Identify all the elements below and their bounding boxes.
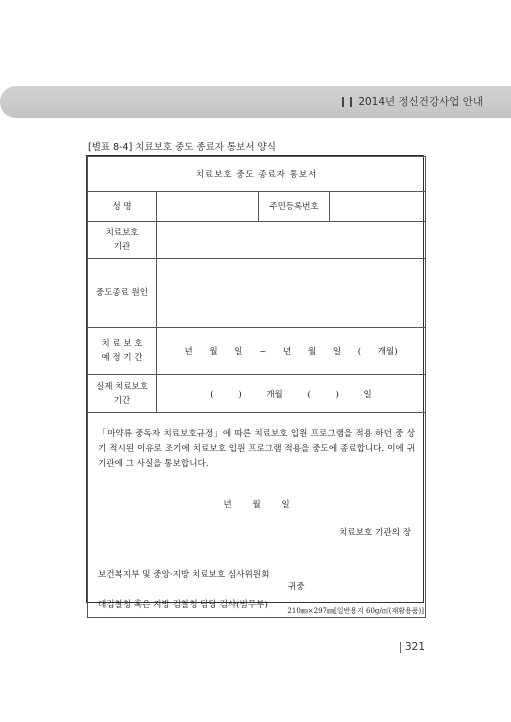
name-label: 성 명 [88, 192, 157, 222]
institution-label: 치료보호 기관 [88, 222, 157, 259]
planned-period-field[interactable]: 년 월 일 ~ 년 월 일 ( 개월) [157, 328, 426, 375]
resident-id-field[interactable] [330, 192, 426, 222]
form-title: 치료보호 중도 종료자 통보서 [88, 157, 426, 192]
form-table [87, 156, 426, 618]
resident-id-label: 주민등록번호 [259, 192, 330, 222]
institution-field[interactable] [157, 222, 426, 259]
paper-spec: 210㎜×297㎜[일반용지 60g/㎡(재활용품)] [287, 607, 424, 615]
addressee-line-2: 대검찰청 혹은 지방 검찰청 담당 검사(범무부) [98, 600, 268, 610]
planned-period-label: 치 료 보 호 예 정 기 간 [88, 328, 157, 375]
notice-text: 「마약류 중독자 치료보호규정」에 따른 치료보호 입원 프로그램을 적용 하던 중 상기 적시된 이유로 조기에 치료보호 입원 프로그램 적용을 중도에 종료합니다. 이에 귀 기관에 그 사실을 통보합니다. [98, 429, 416, 469]
honorific: 귀중 [288, 582, 305, 592]
reason-label: 중도종료 원인 [88, 259, 157, 328]
header-bar-icon [350, 97, 352, 107]
header-bar-icon [342, 97, 344, 107]
section-header-band [0, 86, 511, 118]
section-header [342, 94, 483, 109]
signature-line: 치료보호 기관의 장 [339, 528, 412, 538]
page-divider-icon [400, 642, 401, 653]
name-field[interactable] [157, 192, 259, 222]
actual-period-field[interactable]: ( ) 개월 ( ) 일 [157, 375, 426, 413]
reason-field[interactable] [157, 259, 426, 328]
date-line: 년 월 일 [223, 500, 290, 510]
actual-period-label: 실제 치료보호 기간 [88, 375, 157, 413]
page-number: 321 [400, 641, 425, 653]
section-title: 2014년 정신건강사업 안내 [358, 96, 483, 108]
notice-form [86, 155, 424, 610]
notice-body [88, 413, 426, 618]
addressee-line-1: 보건복지부 및 중앙·지방 치료보호 심사위원회 [98, 570, 270, 580]
table-caption: [별표 8-4] 치료보호 중도 종료자 통보서 양식 [88, 142, 276, 153]
